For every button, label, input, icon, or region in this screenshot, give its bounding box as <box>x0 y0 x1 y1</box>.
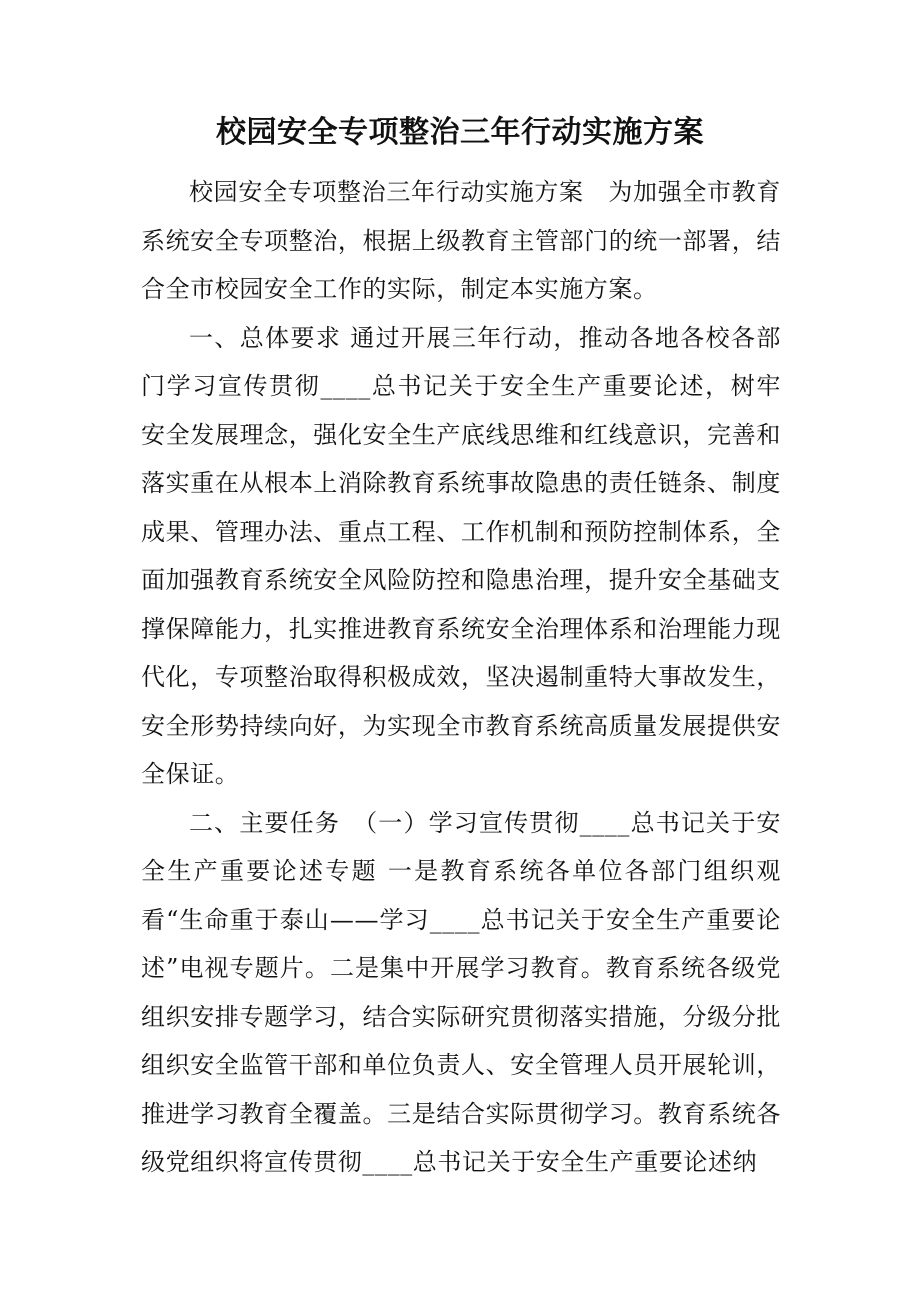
document-title: 校园安全专项整治三年行动实施方案 <box>216 115 704 150</box>
paragraph-main-tasks: 二、主要任务 （一）学习宣传贯彻____总书记关于安全生产重要论述专题 一是教育系统各单位各部门组织观看“生命重于泰山——学习____总书记关于安全生产重要论述”电视专题片。二是集中开展学习教育。教育系统各级党组织安排专题学习，结合实际研究贯彻落实措施，分级分批组织安全监管干部和单位负责人、安全管理人员开展轮训，推进学习教育全覆盖。三是结合实际贯彻学习。教育系统各级党组织将宣传贯彻____总书记关于安全生产重要论述纳 <box>141 808 781 1176</box>
document-body <box>141 168 781 1187</box>
paragraph-intro: 校园安全专项整治三年行动实施方案 为加强全市教育系统安全专项整治，根据上级教育主管部门的统一部署，结合全市校园安全工作的实际，制定本实施方案。 <box>141 178 781 303</box>
paragraph-general-requirements: 一、总体要求 通过开展三年行动，推动各地各校各部门学习宣传贯彻____总书记关于安全生产重要论述，树牢安全发展理念，强化安全生产底线思维和红线意识，完善和落实重在从根本上消除教育系统事故隐患的责任链条、制度成果、管理办法、重点工程、工作机制和预防控制体系，全面加强教育系统安全风险防控和隐患治理，提升安全基础支撑保障能力，扎实推进教育系统安全治理体系和治理能力现代化，专项整治取得积极成效，坚决遏制重特大事故发生，安全形势持续向好，为实现全市教育系统高质量发展提供安全保证。 <box>141 323 781 788</box>
